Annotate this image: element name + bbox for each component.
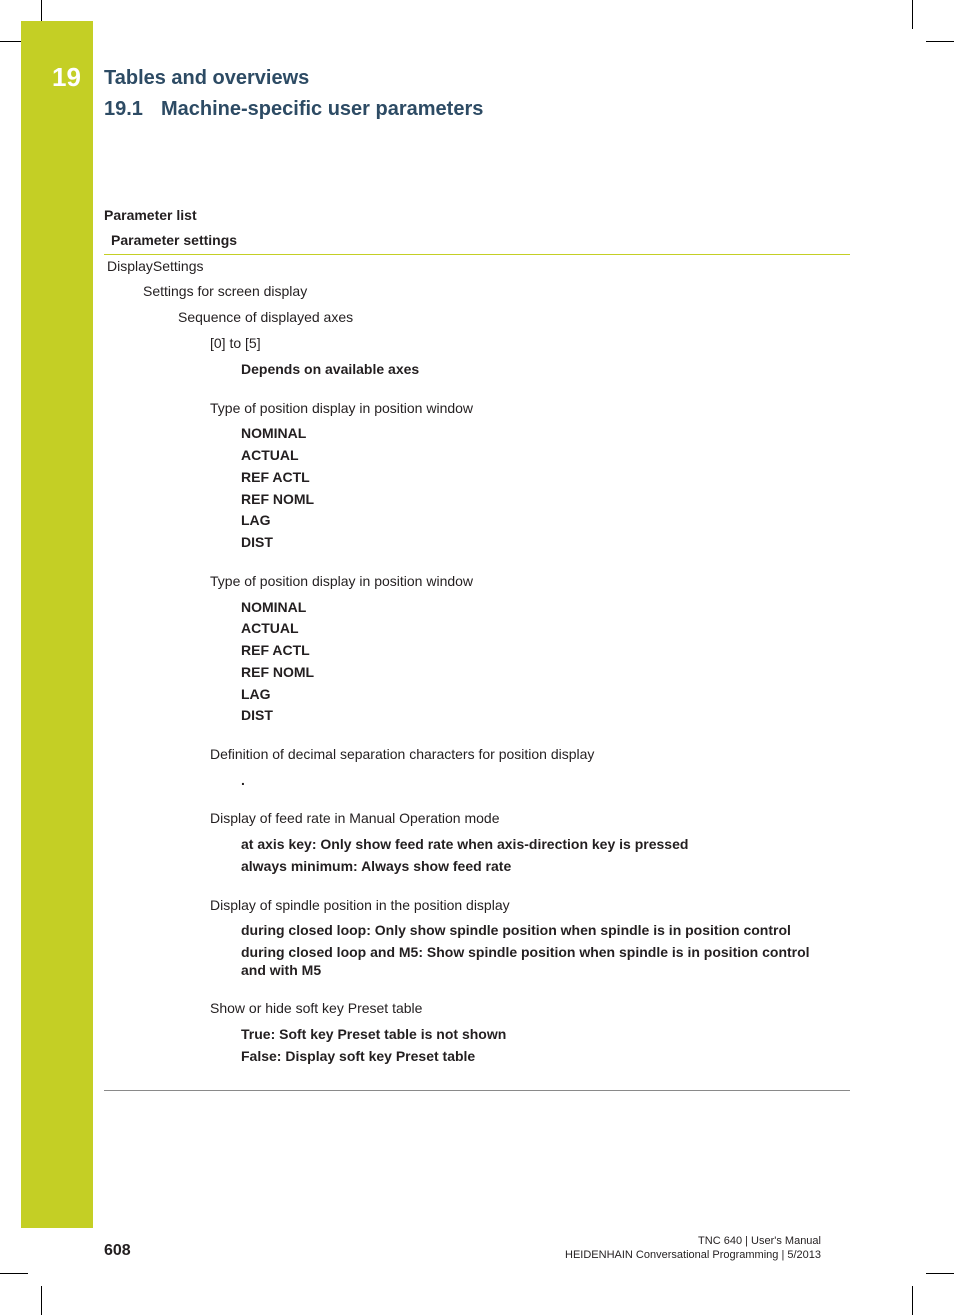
pos-display-1-option: DIST [241,534,273,550]
spindle-pos-label: Display of spindle position in the position display [210,897,510,913]
chapter-number: 19 [52,62,81,92]
crop-mark [0,41,21,42]
index-range: [0] to [5] [210,335,261,351]
section-number: 19.1 [104,98,143,120]
pos-display-1-option: LAG [241,512,271,528]
pos-display-2-option: ACTUAL [241,620,299,636]
section-title [104,98,483,121]
spindle-pos-option: during closed loop and M5: Show spindle position when spindle is in position control and with M5 [241,944,810,978]
crop-mark [912,0,913,29]
decimal-sep-label: Definition of decimal separation characters for position display [210,746,595,762]
page-number: 608 [104,1242,131,1259]
pos-display-2-option: DIST [241,707,273,723]
sequence-displayed-axes: Sequence of displayed axes [178,309,354,325]
crop-mark [0,1273,28,1274]
decimal-sep-value: . [241,772,245,788]
footer-manual: TNC 640 | User's Manual [698,1235,821,1247]
pos-display-1-option: ACTUAL [241,447,299,463]
settings-screen-display: Settings for screen display [143,283,308,299]
section-title-text: Machine-specific user parameters [161,98,484,120]
crop-mark [926,41,954,42]
table-bottom-rule [104,1090,850,1091]
spindle-pos-option: during closed loop: Only show spindle position when spindle is in position control [241,922,791,938]
crop-mark [41,1286,42,1315]
pos-display-1-option: REF NOML [241,491,315,507]
chapter-title: Tables and overviews [104,67,310,89]
crop-mark [41,0,42,21]
feed-rate-option: at axis key: Only show feed rate when axis-direction key is pressed [241,836,689,852]
depends-on-axes: Depends on available axes [241,361,420,377]
parameter-settings-heading: Parameter settings [111,232,238,248]
pos-display-2-option: LAG [241,686,271,702]
preset-table-label: Show or hide soft key Preset table [210,1000,423,1016]
preset-table-option: False: Display soft key Preset table [241,1048,476,1064]
pos-display-2-option: REF ACTL [241,642,310,658]
footer-publisher: HEIDENHAIN Conversational Programming | 5/2013 [565,1249,821,1261]
pos-display-2-option: NOMINAL [241,599,307,615]
feed-rate-label: Display of feed rate in Manual Operation mode [210,810,500,826]
header-rule [104,254,850,255]
feed-rate-option: always minimum: Always show feed rate [241,858,512,874]
display-settings: DisplaySettings [107,258,204,274]
crop-mark [912,1286,913,1315]
pos-display-2-option: REF NOML [241,664,315,680]
pos-display-1-option: NOMINAL [241,425,307,441]
pos-display-2-label: Type of position display in position window [210,573,474,589]
pos-display-1-label: Type of position display in position window [210,400,474,416]
crop-mark [926,1273,954,1274]
chapter-sidebar [21,21,93,1228]
pos-display-1-option: REF ACTL [241,469,310,485]
preset-table-option: True: Soft key Preset table is not shown [241,1026,507,1042]
parameter-list-heading: Parameter list [104,207,197,223]
